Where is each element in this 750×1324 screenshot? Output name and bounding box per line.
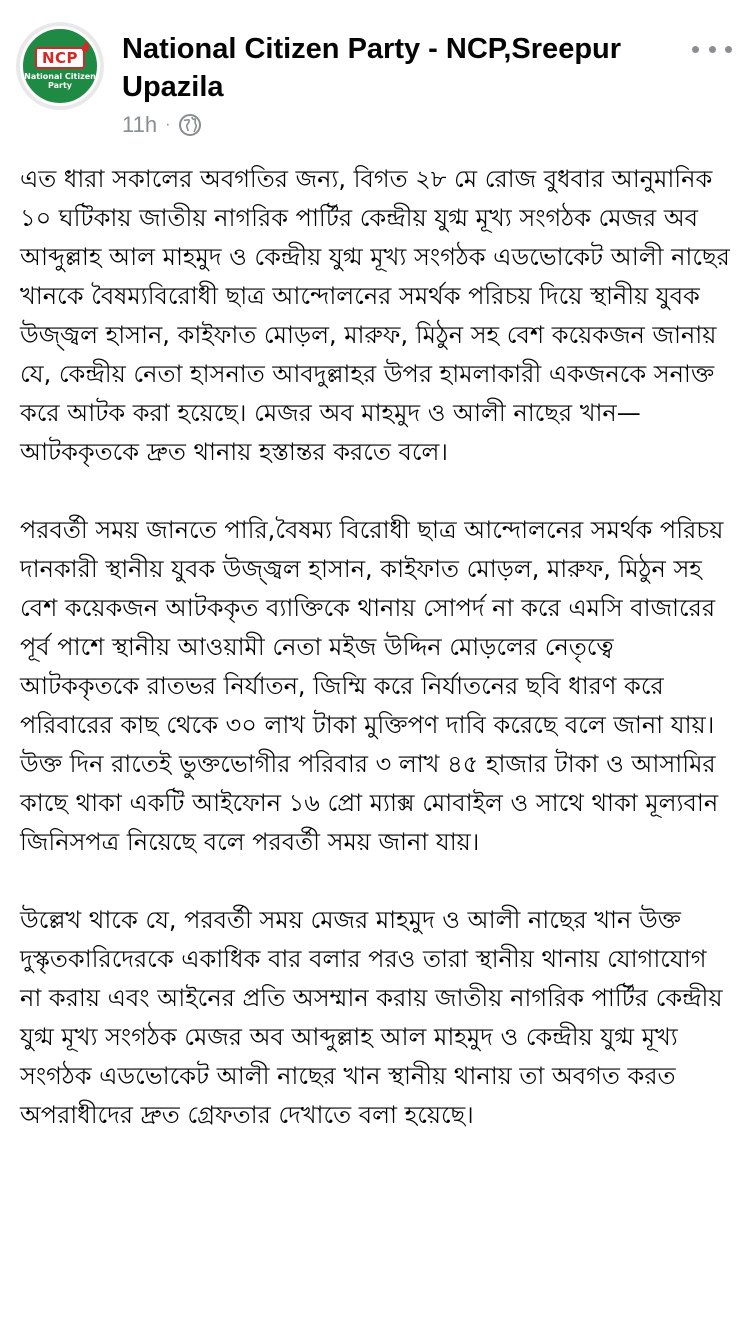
- post-timestamp[interactable]: 11h: [122, 112, 158, 137]
- globe-icon[interactable]: [178, 113, 202, 137]
- post-paragraph-2: পরবর্তী সময় জানতে পারি,বৈষম্য বিরোধী ছাত্র আন্দোলনের সমর্থক পরিচয় দানকারী স্থানীয় যুবক উজ্জ্বল হাসান, কাইফাত মোড়ল, মারুফ, মিঠুন সহ বেশ কয়েকজন আটককৃত ব্যাক্তিকে থানায় সোপর্দ না করে এমসি বাজারের পূর্ব পাশে স্থানীয় আওয়ামী নেতা মইজ উদ্দিন মোড়লের নেতৃত্বে আটককৃতকে রাতভর নির্যাতন, জিম্মি করে নির্যাতনের ছবি ধারণ করে পরিবারের কাছ থেকে ৩০ লাখ টাকা মুক্তিপণ দাবি করেছে বলে জানা যায়। উক্ত দিন রাতেই ভুক্তভোগীর পরিবার ৩ লাখ ৪৫ হাজার টাকা ও আসামির কাছে থাকা একটি আইফোন ১৬ প্রো ম্যাক্স মোবাইল ও সাথে থাকা মূল্যবান জিনিসপত্র নিয়েছে বলে পরবর্তী সময় জানা যায়।: [20, 516, 724, 856]
- post-body: [20, 160, 732, 1174]
- post-header: [0, 0, 750, 150]
- logo-text: NCP: [41, 48, 79, 67]
- page-avatar[interactable]: [16, 22, 104, 110]
- post-meta: [122, 110, 202, 140]
- more-options-icon[interactable]: [692, 34, 732, 64]
- more-dot: [709, 46, 716, 53]
- ncp-logo: [20, 26, 100, 106]
- more-dot: [692, 46, 699, 53]
- more-dot: [725, 46, 732, 53]
- flame-icon: [81, 40, 90, 52]
- logo-wordmark: [35, 47, 85, 69]
- logo-caption: National Citizen Party: [24, 71, 96, 90]
- post-paragraph-3: উল্লেখ থাকে যে, পরবর্তী সময় মেজর মাহমুদ ও আলী নাছের খান উক্ত দুস্কৃতকারিদেরকে একাধিক বার বলার পরও তারা স্থানীয় থানায় যোগাযোগ না করায় এবং আইনের প্রতি অসম্মান করায় জাতীয় নাগরিক পার্টির কেন্দ্রীয় যুগ্ম মূখ্য সংগঠক মেজর অব আব্দুল্লাহ আল মাহমুদ ও কেন্দ্রীয় যুগ্ম মূখ্য সংগঠক এডভোকেট আলী নাছের খান স্থানীয় থানায় তা অবগত করত অপরাধীদের দ্রুত গ্রেফতার দেখাতে বলা হয়েছে।: [20, 906, 723, 1129]
- post-paragraph-1: এত ধারা সকালের অবগতির জন্য, বিগত ২৮ মে রোজ বুধবার আনুমানিক ১০ ঘটিকায় জাতীয় নাগরিক পার্টির কেন্দ্রীয় যুগ্ম মূখ্য সংগঠক মেজর অব আব্দুল্লাহ আল মাহমুদ ও কেন্দ্রীয় যুগ্ম মূখ্য সংগঠক এডভোকেট আলী নাছের খানকে বৈষম্যবিরোধী ছাত্র আন্দোলনের সমর্থক পরিচয় দিয়ে স্থানীয় যুবক উজ্জ্বল হাসান, কাইফাত মোড়ল, মারুফ, মিঠুন সহ বেশ কয়েকজন জানায় যে, কেন্দ্রীয় নেতা হাসনাত আবদুল্লাহর উপর হামলাকারী একজনকে সনাক্ত করে আটক করা হয়েছে। মেজর অব মাহমুদ ও আলী নাছের খান— আটককৃতকে দ্রুত থানায় হস্তান্তর করতে বলে।: [20, 165, 730, 466]
- page-name-link[interactable]: National Citizen Party - NCP,Sreepur Upazila: [122, 33, 622, 103]
- meta-separator: ·: [165, 116, 171, 133]
